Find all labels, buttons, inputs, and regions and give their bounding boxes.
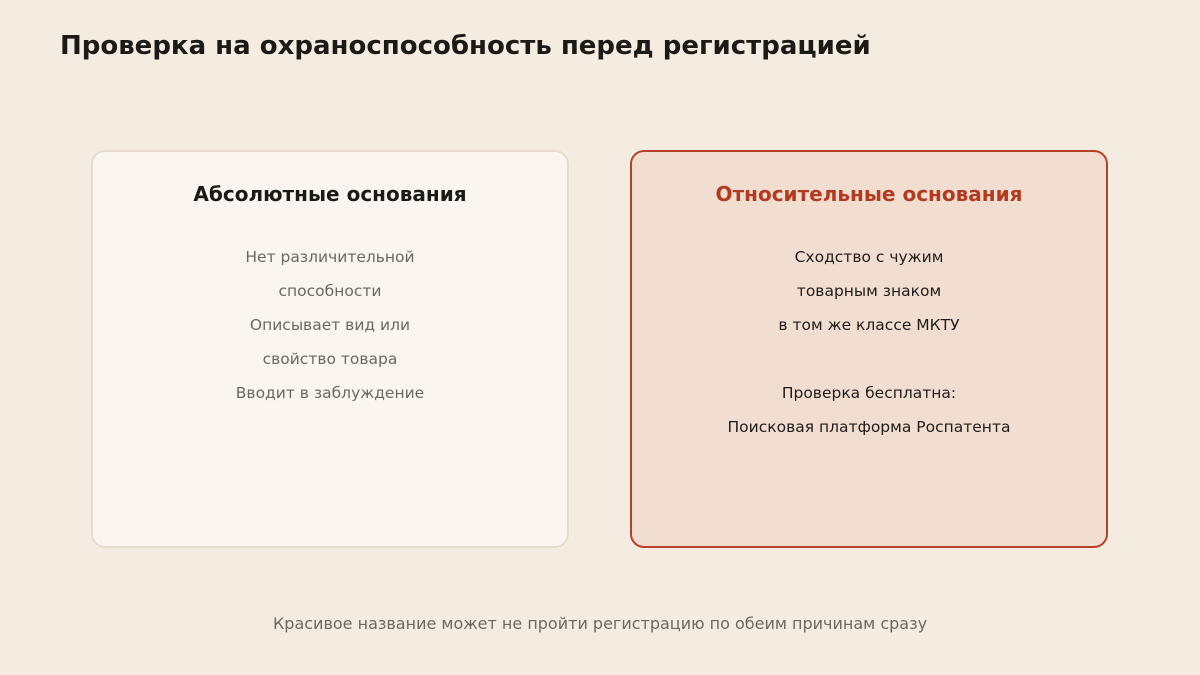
absolute-grounds-line: Вводит в заблуждение [235, 384, 425, 402]
relative-grounds-line: Поисковая платформа Роспатента [727, 418, 1011, 436]
absolute-grounds-line: Описывает вид или [249, 316, 411, 334]
relative-grounds-line: в том же классе МКТУ [778, 316, 960, 334]
relative-grounds-card [630, 150, 1108, 548]
absolute-grounds-line: свойство товара [262, 350, 398, 368]
absolute-grounds-line: Нет различительной [245, 248, 415, 266]
relative-grounds-line: товарным знаком [796, 282, 942, 300]
absolute-grounds-list [93, 240, 567, 410]
page-title: Проверка на охраноспособность перед регистрацией [60, 31, 871, 61]
relative-grounds-line: Проверка бесплатна: [781, 384, 957, 402]
absolute-grounds-line: способности [278, 282, 382, 300]
relative-grounds-list [632, 240, 1106, 444]
absolute-grounds-card [91, 150, 569, 548]
relative-grounds-line: Сходство с чужим [794, 248, 944, 266]
absolute-grounds-heading: Абсолютные основания [193, 182, 467, 206]
footer-note: Красивое название может не пройти регистрацию по обеим причинам сразу [272, 614, 928, 633]
relative-grounds-spacer [632, 342, 1106, 376]
relative-grounds-heading: Относительные основания [715, 182, 1023, 206]
